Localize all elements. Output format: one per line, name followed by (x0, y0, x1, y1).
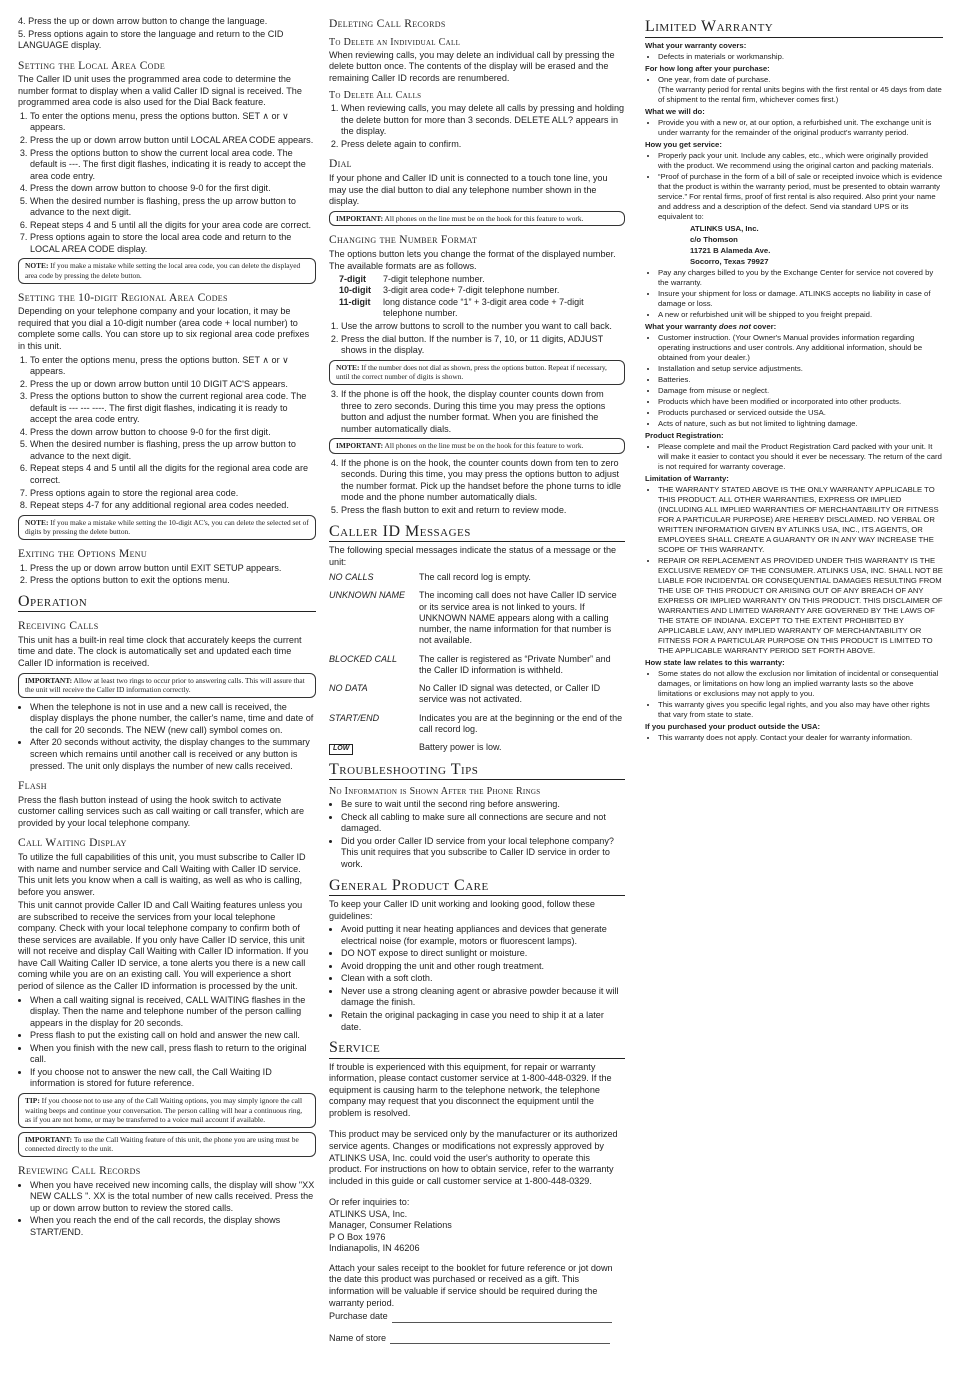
list-item: • “Proof of purchase in the form of a bill of sale or receipted invoice which is evidence that the product is within the warranty period, must be presented to obtain warranty service.” For rental firms, proof of first rental is also required. Also print your name and address and a description of the defect. Send via standard UPS or its equivalent to: (658, 172, 943, 222)
list-item: 2. Press the options button to exit the options menu. (30, 575, 316, 587)
chapter-heading: Service (329, 1039, 625, 1059)
purchase-date-field[interactable]: Purchase date (329, 1311, 625, 1323)
format-steps-cont (329, 458, 625, 517)
address-line: P O Box 1976 (329, 1231, 386, 1242)
chapter-heading: Limited Warranty (645, 18, 943, 38)
list-item: • Pay any charges billed to you by the Exchange Center for service not covered by the warranty. (658, 268, 943, 288)
column-1 (18, 16, 316, 1240)
format-steps-cont (329, 389, 625, 435)
list-item: • A new or refurbished unit will be shipped to you freight prepaid. (658, 310, 943, 320)
subsection-heading: No Information is Shown After the Phone Rings (329, 786, 541, 798)
list-item: • After 20 seconds without activity, the display changes to the summary screen which remains until another call is received or any button is pressed. The unit only displays the number of new calls received. (30, 737, 316, 772)
list-item: • Press flash to put the existing call on hold and answer the new call. (30, 1030, 316, 1042)
paragraph: Press the flash button instead of using the hook switch to activate customer calling services such as call waiting or call transfer, which are provided by your local telephone company. (18, 794, 305, 828)
list-item: • One year, from date of purchase. (The warranty period for rental units begins with the first rental or 45 days from date of shipment to the rental firm, whichever comes first.) (658, 75, 943, 105)
warranty-subheading: What your warranty covers: (645, 40, 747, 50)
warranty-list (645, 442, 943, 472)
paragraph: This unit has a built-in real time clock that accurately keeps the current time and date. The clock is automatically set and updated each time Caller ID information is received. (18, 634, 302, 668)
warranty-list (645, 669, 943, 720)
section-heading: Changing the Number Format (329, 234, 478, 247)
low-battery-icon: LOW (329, 744, 353, 754)
address-line: ATLINKS USA, Inc. (329, 1208, 408, 1219)
list-item: 2. Press delete again to confirm. (341, 139, 625, 151)
list-item: 2. Press the up or down arrow button until 10 DIGIT AC'S appears. (30, 379, 316, 391)
warranty-subheading: Limitation of Warranty: (645, 473, 729, 483)
regional-steps-list (18, 355, 316, 512)
note-box: NOTE: If you make a mistake while setting the 10-digit AC's, you can delete the selected set of digits by pressing the delete button. (18, 515, 316, 540)
trouble-bullets (329, 799, 625, 870)
warranty-subheading: How state law relates to this warranty: (645, 657, 785, 667)
list-item: 1. Press the up or down arrow button until EXIT SETUP appears. (30, 563, 316, 575)
format-desc: 3-digit area code+ 7-digit telephone number. (383, 285, 560, 296)
list-item: 7. Press options again to store the local area code and return to the LOCAL AREA CODE display. (30, 232, 316, 255)
list-item: 6. Repeat steps 4 and 5 until all the digits for your area code are correct. (30, 220, 316, 232)
list-item: • Be sure to wait until the second ring before answering. (341, 799, 625, 811)
list-item: • Avoid putting it near heating appliances and devices that generate electrical noise (for example, motors or fluorescent lamps). (341, 924, 625, 947)
paragraph: To keep your Caller ID unit working and looking good, follow these guidelines: (329, 899, 595, 921)
message-code (329, 742, 419, 754)
list-item: • Properly pack your unit. Include any cables, etc., which were originally provided with the product. We recommend using the original carton and packing materials. (658, 151, 943, 171)
warranty-list (645, 485, 943, 656)
chapter-heading: Operation (18, 593, 316, 613)
format-key: 10-digit (339, 285, 372, 296)
list-item: • Products purchased or serviced outside the USA. (658, 408, 943, 418)
list-item: 5. Press the flash button to exit and return to review mode. (341, 505, 625, 517)
exit-steps-list (18, 563, 316, 587)
address-line: Manager, Consumer Relations (329, 1220, 452, 1231)
list-item: • If you choose not to answer the new call, the Call Waiting ID information is stored for future reference. (30, 1067, 316, 1090)
list-item: • Check all cabling to make sure all connections are secure and not damaged. (341, 812, 625, 835)
list-item: 2. Press the up or down arrow button until LOCAL AREA CODE appears. (30, 135, 316, 147)
care-bullets (329, 924, 625, 1033)
message-desc: Battery power is low. (419, 742, 502, 753)
list-item: 1. Use the arrow buttons to scroll to the number you want to call back. (341, 321, 625, 333)
address-line: ATLINKS USA, Inc. (690, 223, 759, 233)
list-item: 6. Repeat steps 4 and 5 until all the digits for the regional area code are correct. (30, 463, 316, 486)
list-item: • Avoid dropping the unit and other rough treatment. (341, 961, 625, 973)
message-code: START/END (329, 712, 380, 723)
chapter-heading: General Product Care (329, 877, 625, 897)
list-item: • Installation and setup service adjustments. (658, 364, 943, 374)
message-desc: No Caller ID signal was detected, or Caller ID service was not activated. (419, 683, 601, 705)
warranty-subheading: Product Registration: (645, 430, 724, 440)
address-line: Indianapolis, IN 46206 (329, 1243, 420, 1254)
format-key: 11-digit (339, 296, 371, 307)
delete-all-steps (329, 103, 625, 150)
list-item: • Some states do not allow the exclusion nor limitation of incidental or consequential damages, or limitations on how long an implied warranty lasts so the above limitations or exclusions may not apply to you. (658, 669, 943, 699)
list-item: 8. Repeat steps 4-7 for any additional regional area codes needed. (30, 500, 316, 512)
section-heading: Exiting the Options Menu (18, 547, 147, 560)
list-item: 1. When reviewing calls, you may delete all calls by pressing and holding the delete button for more than 3 seconds. DELETE ALL? appears in the display. (341, 103, 625, 138)
address-line: Socorro, Texas 79927 (690, 256, 769, 266)
list-item: • When the telephone is not in use and a new call is received, the display displays the phone number, the caller's name, time and date of the call for 20 seconds. The NEW (new call) symbol comes on. (30, 702, 316, 737)
warranty-list (645, 733, 943, 743)
list-item: • When you have received new incoming calls, the display will show "XX NEW CALLS ". XX is the total number of new calls received. Press the up or down arrow button to review the stored calls. (30, 1180, 316, 1215)
list-item: • REPAIR OR REPLACEMENT AS PROVIDED UNDER THIS WARRANTY IS THE EXCLUSIVE REMEDY OF THE CONSUMER. ATLINKS USA, INC. SHALL NOT BE LIABLE FOR INCIDENTAL OR CONSEQUENTIAL DAMAGES RESULTING FROM THE USE OF THIS PRODUCT OR ARISING OUT OF ANY BREACH OF ANY EXPRESS OR IMPLIED WARRANTY ON THIS PRODUCT. THIS DISCLAIMER OF WARRANTIES AND LIMITED WARRANTY ARE GOVERNED BY THE LAWS OF THE STATE OF INDIANA. EXCEPT TO THE EXTENT PROHIBITED BY APPLICABLE LAW, ANY IMPLIED WARRANTY OF MERCHANTABILITY OR FITNESS FOR A PARTICULAR PURPOSE ON THIS PRODUCT IS LIMITED TO THE APPLICABLE WARRANTY PERIOD SET FORTH ABOVE. (658, 556, 943, 656)
list-item: 3. Press the options button to show the current local area code. The default is ---. The first digit flashes, indicating it is ready to accept the area code entry. (30, 148, 316, 183)
list-item: 4. Press the down arrow button to choose 9-0 for the first digit. (30, 427, 316, 439)
paragraph: Attach your sales receipt to the booklet for future reference or jot down the date this product was purchased or received as a gift. This information will be valuable if service should be required during the warranty period. (329, 1262, 613, 1308)
message-desc: Indicates you are at the beginning or the end of the call record log. (419, 712, 623, 734)
list-item: • Provide you with a new or, at our option, a refurbished unit. The exchange unit is under warranty for the remainder of the original product's warranty period. (658, 118, 943, 138)
list-item: • Products which have been modified or incorporated into other products. (658, 397, 943, 407)
message-code: NO CALLS (329, 572, 374, 583)
paragraph: The Caller ID unit uses the programmed area code to determine the number format to display when a valid Caller ID signal is received. The programmed area code is also used for the Dial Back feature. (18, 74, 302, 108)
paragraph: If your phone and Caller ID unit is connected to a touch tone line, you may use the dial button to dial any telephone number shown in the display. (329, 173, 608, 207)
paragraph: When reviewing calls, you may delete an individual call by pressing the delete button once. The contents of the display will be erased and the remaining Caller ID records are renumbered. (329, 49, 615, 83)
reviewing-bullets (18, 1180, 316, 1239)
message-code: BLOCKED CALL (329, 653, 398, 664)
list-item: 4. If the phone is on the hook, the counter counts down from ten to zero seconds. During this time, you may press the options button to adjust the number format. Pick up the handset before the phone turns to idle mode and the phone number automatically dials. (341, 458, 625, 504)
list-item: • Customer instruction. (Your Owner's Manual provides information regarding operating instructions and user controls. Any additional information, should be obtained from your dealer.) (658, 333, 943, 363)
column-2 (329, 16, 625, 1346)
list-item: 1. To enter the options menu, press the options button. SET ∧ or ∨ appears. (30, 355, 316, 378)
list-item: • This warranty gives you specific legal rights, and you also may have other rights that vary from state to state. (658, 700, 943, 720)
list-item: 5. When the desired number is flashing, press the up arrow button to advance to the next digit. (30, 196, 316, 219)
area-code-steps-list (18, 111, 316, 256)
list-item: 3. Press the options button to show the current regional area code. The default is --- --- ----. The first digit flashes, indicating it is ready to accept the area code entry. (30, 391, 316, 426)
list-item: 2. Press the dial button. If the number is 7, 10, or 11 digits, ADJUST shows in the display. (341, 334, 625, 357)
chapter-heading: Caller ID Messages (329, 523, 625, 543)
format-key: 7-digit (339, 274, 366, 285)
warranty-list (645, 75, 943, 105)
list-item: 4. Press the down arrow button to choose 9-0 for the first digit. (30, 183, 316, 195)
section-heading: Reviewing Call Records (18, 1165, 141, 1178)
warranty-subheading: How you get service: (645, 139, 722, 149)
important-box: IMPORTANT: Allow at least two rings to occur prior to answering calls. This will assure that the unit will receive the Caller ID information correctly. (18, 673, 316, 698)
important-box: IMPORTANT: All phones on the line must be on the hook for this feature to work. (329, 438, 625, 454)
warranty-subheading: For how long after your purchase: (645, 63, 770, 73)
format-desc: 7-digit telephone number. (383, 274, 485, 285)
paragraph: This unit cannot provide Caller ID and Call Waiting features unless you are subscribed to receive the services from your local telephone company. Check with your local telephone company to confirm both of these services are available. If you only have Caller ID service, this unit will not receive and display Call Waiting with Caller ID information. If you have Call Waiting Caller ID service, a tone alerts you there is a new call coming while you are on an existing call. You will experience a short period of silence as the Caller ID information is processed by the unit. (18, 900, 309, 991)
important-box: IMPORTANT: All phones on the line must be on the hook for this feature to work. (329, 211, 625, 227)
warranty-subheading: If you purchased your product outside the USA: (645, 721, 821, 731)
important-box: IMPORTANT: To use the Call Waiting feature of this unit, the phone you are using must be connected directly to the unit. (18, 1132, 316, 1157)
warranty-list (645, 333, 943, 429)
paragraph: To utilize the full capabilities of this unit, you must subscribe to Caller ID with name and number service and Call Waiting with Caller ID service. This unit lets you know when a call is waiting, as well as who is calling, before you answer. (18, 851, 306, 897)
section-heading: Flash (18, 780, 47, 793)
paragraph: This product may be serviced only by the manufacturer or its authorized service agents. Changes or modifications not expressly approved by ATLINKS USA, Inc. could void the user's authority to operate this product. For instructions on how to obtain service, refer to the warranty included in this guide or call customer service at 1-800-448-0329. (329, 1129, 618, 1186)
list-item: • Damage from misuse or neglect. (658, 386, 943, 396)
format-steps (329, 321, 625, 357)
list-item: • Defects in materials or workmanship. (658, 52, 943, 62)
list-item: • Insure your shipment for loss or damage. ATLINKS accepts no liability in case of damage or loss. (658, 289, 943, 309)
list-item: 4. Press the up or down arrow button to change the language. (18, 16, 268, 26)
section-heading: Receiving Calls (18, 620, 99, 633)
format-table (339, 274, 625, 319)
section-heading: Dial (329, 158, 352, 171)
section-heading: Setting the 10-digit Regional Area Codes (18, 291, 228, 304)
list-item: 5. When the desired number is flashing, press the up arrow button to advance to the next digit. (30, 439, 316, 462)
note-box: NOTE: If you make a mistake while setting the local area code, you can delete the displayed area code by pressing the delete button. (18, 258, 316, 283)
chapter-heading: Troubleshooting Tips (329, 761, 625, 781)
list-item: • When you finish with the new call, press flash to return to the original call. (30, 1043, 316, 1066)
warranty-list (645, 118, 943, 138)
list-item: • When you reach the end of the call records, the display shows START/END. (30, 1215, 316, 1238)
list-item: • Please complete and mail the Product Registration Card packed with your unit. It will make it easier to contact you should it ever be necessary. The return of the card is not required for warranty coverage. (658, 442, 943, 472)
waiting-bullets (18, 995, 316, 1090)
message-code: NO DATA (329, 683, 368, 694)
warranty-list (645, 52, 943, 62)
list-item: 5. Press options again to store the language and return to the CID LANGUAGE display. (18, 28, 284, 51)
store-name-field[interactable]: Name of store (329, 1333, 625, 1345)
address-line: Or refer inquiries to: (329, 1197, 410, 1208)
receiving-bullets (18, 702, 316, 772)
message-desc: The caller is registered as “Private Number” and the Caller ID information is withheld. (419, 653, 611, 675)
list-item: • This warranty does not apply. Contact your dealer for warranty information. (658, 733, 943, 743)
list-item: • When a call waiting signal is received, CALL WAITING flashes in the display. Then the name and telephone number of the person calling appears in the display for 20 seconds. (30, 995, 316, 1030)
note-box: NOTE: If the number does not dial as shown, press the options button. Repeat if necessary, until the correct number of digits is shown. (329, 360, 625, 385)
list-item: • THE WARRANTY STATED ABOVE IS THE ONLY WARRANTY APPLICABLE TO THIS PRODUCT. ALL OTHER WARRANTIES, EXPRESS OR IMPLIED (INCLUDING ALL IMPLIED WARRANTIES OF MERCHANTABILITY OR FITNESS FOR A PARTICULAR PURPOSE) ARE HEREBY DISCLAIMED. NO VERBAL OR WRITTEN INFORMATION GIVEN BY ATLINKS USA, INC., ITS AGENTS, OR EMPLOYEES SHALL CREATE A GUARANTY OR IN ANY WAY INCREASE THE SCOPE OF THIS WARRANTY. (658, 485, 943, 555)
warranty-subheading: What your warranty does not cover: (645, 321, 777, 331)
section-heading: Call Waiting Display (18, 837, 127, 850)
message-desc: The call record log is empty. (419, 572, 531, 583)
list-item: • Acts of nature, such as but not limited to lightning damage. (658, 419, 943, 429)
list-item: • Did you order Caller ID service from your local telephone company? This unit requires that you subscribe to Caller ID service in order to work. (341, 836, 625, 871)
format-desc: long distance code “1” + 3-digit area code + 7-digit telephone number. (383, 296, 584, 318)
paragraph: The options button lets you change the format of the displayed number. The available formats are as follows. (329, 249, 616, 271)
section-heading: Setting the Local Area Code (18, 59, 166, 72)
list-item: • Retain the original packaging in case you need to ship it at a later date. (341, 1010, 625, 1033)
messages-table (329, 572, 625, 754)
subsection-heading: To Delete All Calls (329, 90, 422, 102)
address-line: c/o Thomson (690, 234, 738, 244)
column-3 (645, 16, 943, 745)
list-item: • Clean with a soft cloth. (341, 973, 625, 985)
list-item: • DO NOT expose to direct sunlight or moisture. (341, 948, 625, 960)
message-code: UNKNOWN NAME (329, 590, 405, 601)
paragraph: Depending on your telephone company and your location, it may be required that you dial a 10-digit number (area code + local number) to complete some calls. You can store up to six regional area code prefixes in this unit. (18, 306, 310, 352)
list-item: 3. If the phone is off the hook, the display counter counts down from three to zero seconds. During this time you may press the options button and adjust the number format. When you are finished the number automatically dials. (341, 389, 625, 435)
paragraph: If trouble is experienced with this equipment, for repair or warranty information, please contact customer service at 1-800-448-0329. If the equipment is causing harm to the telephone network, the telephone company may request that you disconnect the equipment until the problem is resolved. (329, 1061, 612, 1118)
list-item: • Batteries. (658, 375, 943, 385)
warranty-list (645, 151, 943, 222)
warranty-subheading: What we will do: (645, 106, 705, 116)
address-line: 11721 B Alameda Ave. (690, 245, 771, 255)
list-item: 7. Press options again to store the regional area code. (30, 488, 316, 500)
warranty-list (645, 268, 943, 320)
paragraph: The following special messages indicate the status of a message or the unit: (329, 545, 617, 567)
message-desc: The incoming call does not have Caller ID service or its service area is not linked to yours. If UNKNOWN NAME appears along with a calling number, the name information for that number is not available. (419, 590, 617, 646)
list-item: • Never use a strong cleaning agent or abrasive powder because it will damage the finish. (341, 986, 625, 1009)
subsection-heading: To Delete an Individual Call (329, 36, 461, 48)
tip-box: TIP: If you choose not to use any of the Call Waiting options, you may simply ignore the call waiting beeps and continue your conversation. The person calling will hear a continuous ring, as if you are not home, or may be transferred to a voice mail account if available. (18, 1093, 316, 1128)
section-heading: Deleting Call Records (329, 18, 446, 30)
list-item: 1. To enter the options menu, press the options button. SET ∧ or ∨ appears. (30, 111, 316, 134)
language-steps-list (18, 16, 316, 52)
